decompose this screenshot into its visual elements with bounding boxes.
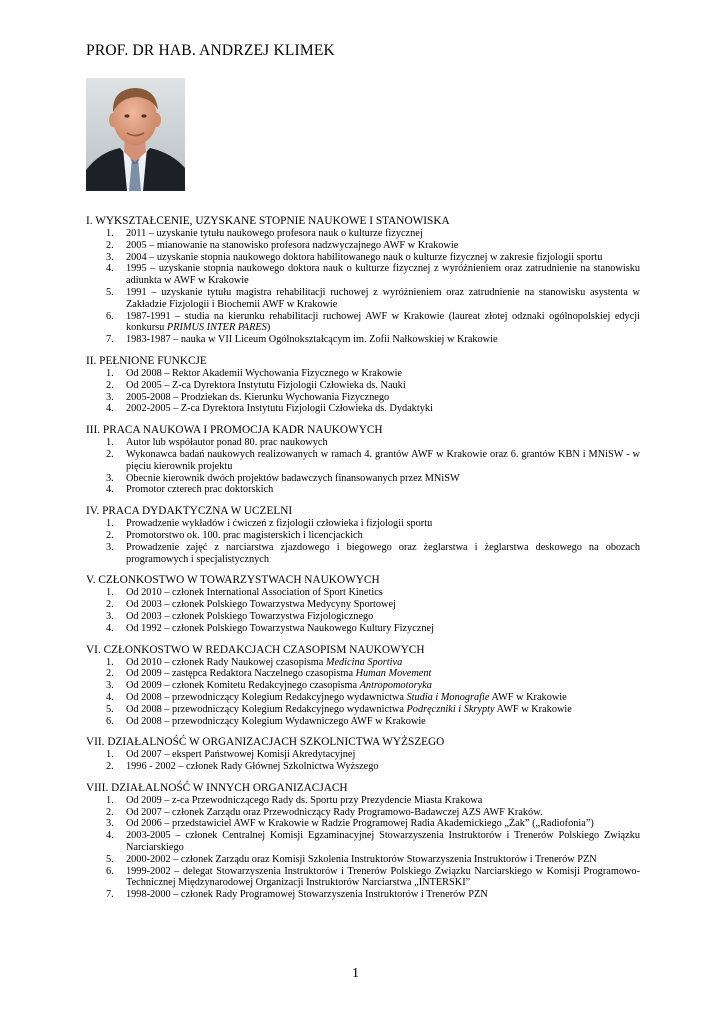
section-6 <box>86 644 640 728</box>
list-item <box>86 392 640 404</box>
section-3 <box>86 424 640 496</box>
list-item-number: 7. <box>106 334 114 346</box>
list-item-number: 4. <box>106 622 114 634</box>
list-item-text <box>126 807 640 819</box>
list-item <box>86 889 640 901</box>
list-item-text <box>126 542 640 566</box>
list-item <box>86 818 640 830</box>
list-item-text-main: 1999-2002 – delegat Stowarzyszenia Instruktorów i Trenerów Polskiego Związku Narciarskiego w Komisji Programowo-Technicznej Międzynarodowej Organizacji Instruktorów Narciarstwa „INTERSKI” <box>126 865 640 889</box>
list-item-number: 2. <box>106 448 114 460</box>
list-item-number: 2. <box>106 806 114 818</box>
section-7 <box>86 736 640 773</box>
list-item-text-main: 1987-1991 – studia na kierunku rehabilitacji ruchowej AWF w Krakowie (laureat złotej odznaki ogólnopolskiej edycji konkursu <box>126 310 640 334</box>
list-item-text <box>126 599 640 611</box>
list-item-text-main: 2003-2005 – członek Centralnej Komisji Egzaminacyjnej Stowarzyszenia Instruktorów i Trenerów Polskiego Związku Narciarskiego <box>126 830 640 854</box>
list-item-text-main: 2002-2005 – Z-ca Dyrektora Instytutu Fizjologii Człowieka ds. Dydaktyki <box>126 403 433 415</box>
list-item <box>86 599 640 611</box>
list-item-text <box>126 830 640 854</box>
list-item-text <box>126 866 640 890</box>
list-item-text-main: Od 2008 – przewodniczący Kolegium Redakcyjnego wydawnictwa <box>126 691 407 703</box>
list-item <box>86 334 640 346</box>
list-item-number: 5. <box>106 703 114 715</box>
section-2 <box>86 355 640 415</box>
section-title: V. CZŁONKOSTWO W TOWARZYSTWACH NAUKOWYCH <box>86 574 380 587</box>
list-item-text <box>126 473 640 485</box>
list-item-text-main: Od 2006 – przedstawiciel AWF w Krakowie w Radzie Programowej Radia Akademickiego „Żak” („Radiofonia”) <box>126 818 594 830</box>
list-item-text <box>126 611 640 623</box>
list-item-text <box>126 287 640 311</box>
list-item-number: 6. <box>106 865 114 877</box>
list-item-text <box>126 692 640 704</box>
list-item-number: 5. <box>106 286 114 298</box>
list-item-number: 2. <box>106 239 114 251</box>
list-item-text-main: 2005 – mianowanie na stanowisko profesora nadzwyczajnego AWF w Krakowie <box>126 239 459 251</box>
list-item-number: 3. <box>106 818 114 830</box>
list-item-number: 4. <box>106 691 114 703</box>
list-item <box>86 311 640 335</box>
list-item-text <box>126 680 640 692</box>
list-item-italic-title: Antropomotoryka <box>359 680 432 692</box>
list-item-number: 7. <box>106 889 114 901</box>
list-item-text-main: Od 2009 – członek Komitetu Redakcyjnego czasopisma <box>126 680 360 692</box>
section-title: IV. PRACA DYDAKTYCZNA W UCZELNI <box>86 505 293 518</box>
list-item-text-main: Prowadzenie zajęć z narciarstwa zjazdowego i biegowego oraz żeglarstwa i żeglarstwa deskowego na obozach programowych i specjalistycznych <box>126 541 640 565</box>
list-item-number: 2. <box>106 668 114 680</box>
list-item-number: 1. <box>106 749 114 761</box>
list-item-number: 4. <box>106 830 114 842</box>
list-item <box>86 380 640 392</box>
list-item-text-main: Od 2010 – członek Rady Naukowej czasopisma <box>126 656 326 668</box>
list-item-text-main: 2000-2002 – członek Zarządu oraz Komisji Szkolenia Instruktorów Stowarzyszenia Instruktorów i Trenerów PZN <box>126 853 597 865</box>
list-item-text-main: Od 1992 – członek Polskiego Towarzystwa Naukowego Kultury Fizycznej <box>126 622 434 634</box>
section-title: VII. DZIAŁALNOŚĆ W ORGANIZACJACH SZKOLNICTWA WYŻSZEGO <box>86 736 445 749</box>
list-item-text-main: Od 2003 – członek Polskiego Towarzystwa Medycyny Sportowej <box>126 599 396 611</box>
list-item-number: 1. <box>106 518 114 530</box>
list-item <box>86 657 640 669</box>
section-title: VIII. DZIAŁALNOŚĆ W INNYCH ORGANIZACJACH <box>86 781 348 794</box>
numbered-list <box>86 795 640 901</box>
page-title: PROF. DR HAB. ANDRZEJ KLIMEK <box>86 42 335 59</box>
list-item-number: 6. <box>106 715 114 727</box>
list-item-text <box>126 704 640 716</box>
portrait-photo <box>86 78 185 191</box>
list-item-text-main: Od 2010 – członek International Association of Sport Kinetics <box>126 587 383 599</box>
list-item <box>86 795 640 807</box>
list-item-text <box>126 795 640 807</box>
list-item-number: 4. <box>106 403 114 415</box>
list-item-text <box>126 437 640 449</box>
list-item-text <box>126 761 640 773</box>
list-item-text-main: 1996 - 2002 – członek Rady Głównej Szkolnictwa Wyższego <box>126 761 379 773</box>
list-item <box>86 287 640 311</box>
list-item-number: 1. <box>106 367 114 379</box>
list-item-number: 1. <box>106 228 114 239</box>
list-item-text-main: Od 2007 – ekspert Państwowej Komisji Akredytacyjnej <box>126 749 356 761</box>
list-item-number: 3. <box>106 251 114 263</box>
list-item <box>86 473 640 485</box>
list-item-number: 1. <box>106 587 114 599</box>
section-title: III. PRACA NAUKOWA I PROMOCJA KADR NAUKOWYCH <box>86 424 383 437</box>
list-item-text <box>126 484 640 496</box>
list-item-text-main: Od 2008 – przewodniczący Kolegium Wydawniczego AWF w Krakowie <box>126 715 426 727</box>
list-item-text <box>126 311 640 335</box>
list-item-text-main: Autor lub współautor ponad 80. prac naukowych <box>126 437 328 449</box>
list-item-text-suffix: AWF w Krakowie <box>489 691 567 703</box>
list-item <box>86 228 640 240</box>
list-item <box>86 518 640 530</box>
list-item-number: 4. <box>106 263 114 275</box>
portrait-image <box>86 78 185 191</box>
list-item-number: 4. <box>106 484 114 496</box>
list-item <box>86 542 640 566</box>
list-item-text-main: Promotorstwo ok. 100. prac magisterskich i licencjackich <box>126 529 363 541</box>
list-item <box>86 704 640 716</box>
numbered-list <box>86 228 640 346</box>
section-title: II. PEŁNIONE FUNKCJE <box>86 354 207 367</box>
list-item-text <box>126 854 640 866</box>
list-item <box>86 680 640 692</box>
list-item-text-main: 1998-2000 – członek Rady Programowej Stowarzyszenia Instruktorów i Trenerów PZN <box>126 889 488 901</box>
section-4 <box>86 505 640 565</box>
list-item-text <box>126 403 640 415</box>
list-item-text <box>126 716 640 728</box>
numbered-list <box>86 657 640 728</box>
list-item-italic-title: PRIMUS INTER PARES <box>166 322 267 334</box>
section-8 <box>86 782 640 901</box>
numbered-list <box>86 749 640 773</box>
page-number: 1 <box>352 966 359 981</box>
list-item-text-main: Od 2003 – członek Polskiego Towarzystwa Fizjologicznego <box>126 610 374 622</box>
list-item-text <box>126 530 640 542</box>
list-item <box>86 623 640 635</box>
list-item-text <box>126 252 640 264</box>
list-item-number: 3. <box>106 472 114 484</box>
list-item <box>86 263 640 287</box>
list-item <box>86 830 640 854</box>
list-item <box>86 403 640 415</box>
list-item-text-main: Promotor czterech prac doktorskich <box>126 484 274 496</box>
list-item-number: 2. <box>106 761 114 773</box>
numbered-list <box>86 437 640 496</box>
section-title: VI. CZŁONKOSTWO W REDAKCJACH CZASOPISM NAUKOWYCH <box>86 643 425 656</box>
list-item-italic-title: Human Movement <box>355 668 432 680</box>
list-item-number: 3. <box>106 610 114 622</box>
list-item-text-main: 2004 – uzyskanie stopnia naukowego doktora habilitowanego nauk o kulturze fizycznej w zakresie fizjologii sportu <box>126 251 603 263</box>
list-item-text-main: Od 2005 – Z-ca Dyrektora Instytutu Fizjologii Człowieka ds. Nauki <box>126 379 406 391</box>
list-item <box>86 240 640 252</box>
list-item-text <box>126 587 640 599</box>
list-item <box>86 761 640 773</box>
list-item <box>86 437 640 449</box>
list-item <box>86 530 640 542</box>
list-item <box>86 484 640 496</box>
list-item-text <box>126 518 640 530</box>
list-item-number: 1. <box>106 656 114 668</box>
list-item-text <box>126 889 640 901</box>
list-item <box>86 252 640 264</box>
list-item-text <box>126 449 640 473</box>
cv-content <box>86 215 640 910</box>
section-1 <box>86 215 640 346</box>
list-item-text-main: Wykonawca badań naukowych realizowanych w ramach 4. grantów AWF w Krakowie oraz 6. grantów KBN i MNiSW - w pięciu kierownik projektu <box>126 448 640 472</box>
list-item-text <box>126 380 640 392</box>
list-item-text <box>126 749 640 761</box>
list-item <box>86 692 640 704</box>
numbered-list <box>86 518 640 565</box>
list-item-text-main: 2005-2008 – Prodziekan ds. Kierunku Wychowania Fizycznego <box>126 391 390 403</box>
section-title: I. WYKSZTAŁCENIE, UZYSKANE STOPNIE NAUKOWE I STANOWISKA <box>86 215 450 227</box>
list-item <box>86 807 640 819</box>
list-item-number: 3. <box>106 541 114 553</box>
list-item-text-main: Od 2008 – Rektor Akademii Wychowania Fizycznego w Krakowie <box>126 367 402 379</box>
list-item-number: 3. <box>106 391 114 403</box>
list-item-text-main: Obecnie kierownik dwóch projektów badawczych finansowanych przez MNiSW <box>126 472 460 484</box>
list-item <box>86 449 640 473</box>
numbered-list <box>86 368 640 415</box>
list-item-number: 3. <box>106 680 114 692</box>
list-item-number: 5. <box>106 853 114 865</box>
list-item <box>86 749 640 761</box>
list-item-number: 2. <box>106 529 114 541</box>
list-item-text <box>126 657 640 669</box>
list-item-text <box>126 392 640 404</box>
list-item-text <box>126 623 640 635</box>
list-item-text <box>126 368 640 380</box>
numbered-list <box>86 587 640 634</box>
list-item-text-main: Od 2009 – zastępca Redaktora Naczelnego czasopisma <box>126 668 356 680</box>
list-item <box>86 611 640 623</box>
list-item-text <box>126 334 640 346</box>
list-item <box>86 854 640 866</box>
list-item-text-main: 1995 – uzyskanie stopnia naukowego doktora nauk o kulturze fizycznej z wyróżnieniem oraz zatrudnienie na stanowisku adiunkta w AWF w Krakowie <box>126 263 640 287</box>
list-item <box>86 587 640 599</box>
list-item-text-main: 1983-1987 – nauka w VII Liceum Ogólnokształcącym im. Zofii Nałkowskiej w Krakowie <box>126 334 498 346</box>
list-item-text <box>126 228 640 240</box>
section-5 <box>86 574 640 634</box>
list-item <box>86 716 640 728</box>
list-item-italic-title: Podręczniki i Skrypty <box>406 703 495 715</box>
list-item-text-main: Od 2009 – z-ca Przewodniczącego Rady ds. Sportu przy Prezydencie Miasta Krakowa <box>126 794 483 806</box>
list-item-text-main: Od 2008 – przewodniczący Kolegium Redakcyjnego wydawnictwa <box>126 703 407 715</box>
list-item <box>86 668 640 680</box>
list-item-text-suffix: ) <box>266 322 271 334</box>
list-item-text <box>126 263 640 287</box>
list-item-number: 1. <box>106 437 114 449</box>
list-item-text <box>126 818 640 830</box>
list-item-text-main: 2011 – uzyskanie tytułu naukowego profesora nauk o kulturze fizycznej <box>126 228 423 239</box>
list-item-text-suffix: AWF w Krakowie <box>494 703 572 715</box>
list-item-number: 2. <box>106 599 114 611</box>
list-item-number: 6. <box>106 310 114 322</box>
list-item-number: 2. <box>106 379 114 391</box>
list-item-text-main: Prowadzenie wykładów i ćwiczeń z fizjologii człowieka i fizjologii sportu <box>126 518 433 530</box>
list-item <box>86 866 640 890</box>
list-item-italic-title: Studia i Monografie <box>406 691 490 703</box>
list-item-text-main: 1991 – uzyskanie tytułu magistra rehabilitacji ruchowej z wyróżnieniem oraz zatrudnienie na stanowisku asystenta w Zakładzie Fizjologii i Biochemii AWF w Krakowie <box>126 286 640 310</box>
list-item-text-main: Od 2007 – członek Zarządu oraz Przewodniczący Rady Programowo-Badawczej AZS AWF Kraków. <box>126 806 543 818</box>
list-item-number: 1. <box>106 794 114 806</box>
list-item <box>86 368 640 380</box>
list-item-text <box>126 668 640 680</box>
list-item-italic-title: Medicina Sportiva <box>325 656 403 668</box>
list-item-text <box>126 240 640 252</box>
